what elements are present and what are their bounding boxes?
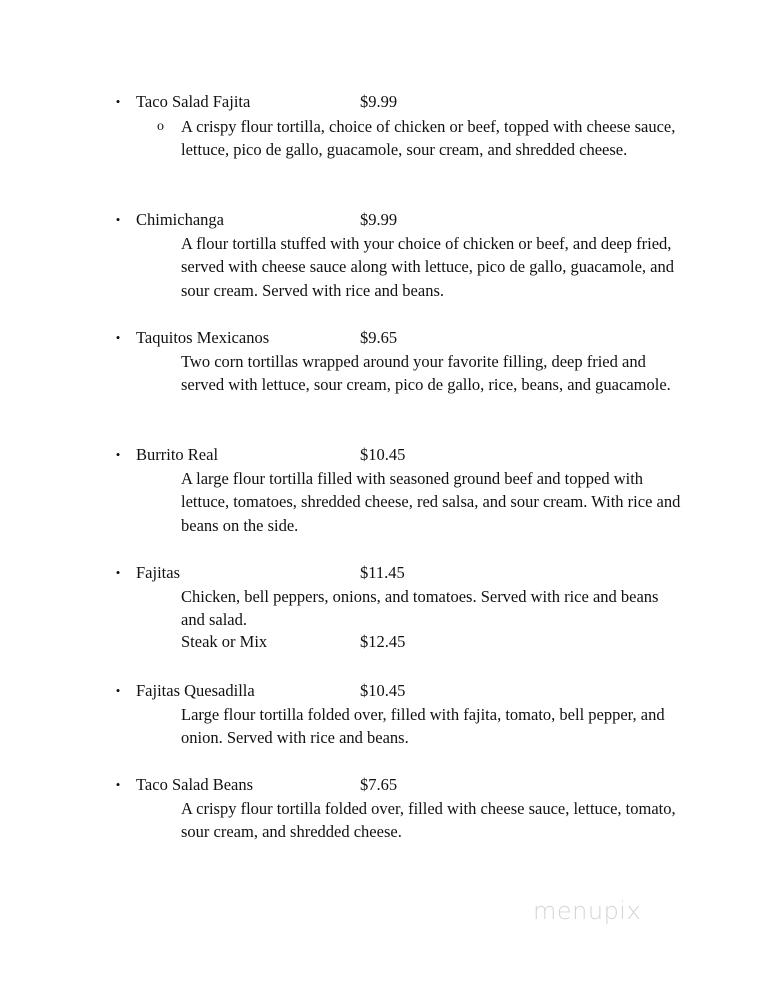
item-price: $9.65 (360, 328, 398, 347)
item-price: $10.45 (360, 681, 406, 700)
item-name: Burrito Real (136, 445, 219, 464)
bullet-icon: • (115, 212, 121, 227)
item-name: Fajitas Quesadilla (136, 681, 255, 700)
item-description: A large flour tortilla filled with seasoned ground beef and topped with lettuce, tomatoes, shredded cheese, red salsa, and sour cream. With rice and beans on the side. (181, 469, 681, 535)
item-name: Fajitas (136, 563, 180, 582)
item-price: $7.65 (360, 775, 398, 794)
item-description: A crispy flour tortilla folded over, filled with cheese sauce, lettuce, tomato, sour cream, and shredded cheese. (181, 799, 676, 842)
watermark-logo: menupix (533, 897, 642, 925)
option-name: Steak or Mix (181, 632, 268, 651)
item-description: Large flour tortilla folded over, filled with fajita, tomato, bell pepper, and onion. Served with rice and beans. (181, 705, 665, 748)
item-description: A crispy flour tortilla, choice of chicken or beef, topped with cheese sauce, lettuce, pico de gallo, guacamole, sour cream, and shredded cheese. (181, 117, 676, 160)
item-price: $9.99 (360, 210, 398, 229)
item-name: Taco Salad Fajita (136, 92, 251, 111)
bullet-icon: • (115, 565, 121, 580)
item-description: Two corn tortillas wrapped around your favorite filling, deep fried and served with lettuce, sour cream, pico de gallo, rice, beans, and guacamole. (181, 352, 671, 395)
item-name: Taquitos Mexicanos (136, 328, 270, 347)
item-price: $10.45 (360, 445, 406, 464)
hollow-bullet-icon: o (157, 119, 164, 134)
item-name: Chimichanga (136, 210, 224, 229)
bullet-icon: • (115, 330, 121, 345)
item-description: Chicken, bell peppers, onions, and tomatoes. Served with rice and beans and salad. (181, 587, 659, 630)
bullet-icon: • (115, 777, 121, 792)
bullet-icon: • (115, 447, 121, 462)
item-price: $11.45 (360, 563, 405, 582)
item-name: Taco Salad Beans (136, 775, 254, 794)
option-price: $12.45 (360, 632, 406, 651)
item-description: A flour tortilla stuffed with your choice of chicken or beef, and deep fried, served with cheese sauce along with lettuce, pico de gallo, guacamole, and sour cream. Served with rice and beans. (181, 234, 674, 300)
item-price: $9.99 (360, 92, 398, 111)
bullet-icon: • (115, 683, 121, 698)
bullet-icon: • (115, 94, 121, 109)
